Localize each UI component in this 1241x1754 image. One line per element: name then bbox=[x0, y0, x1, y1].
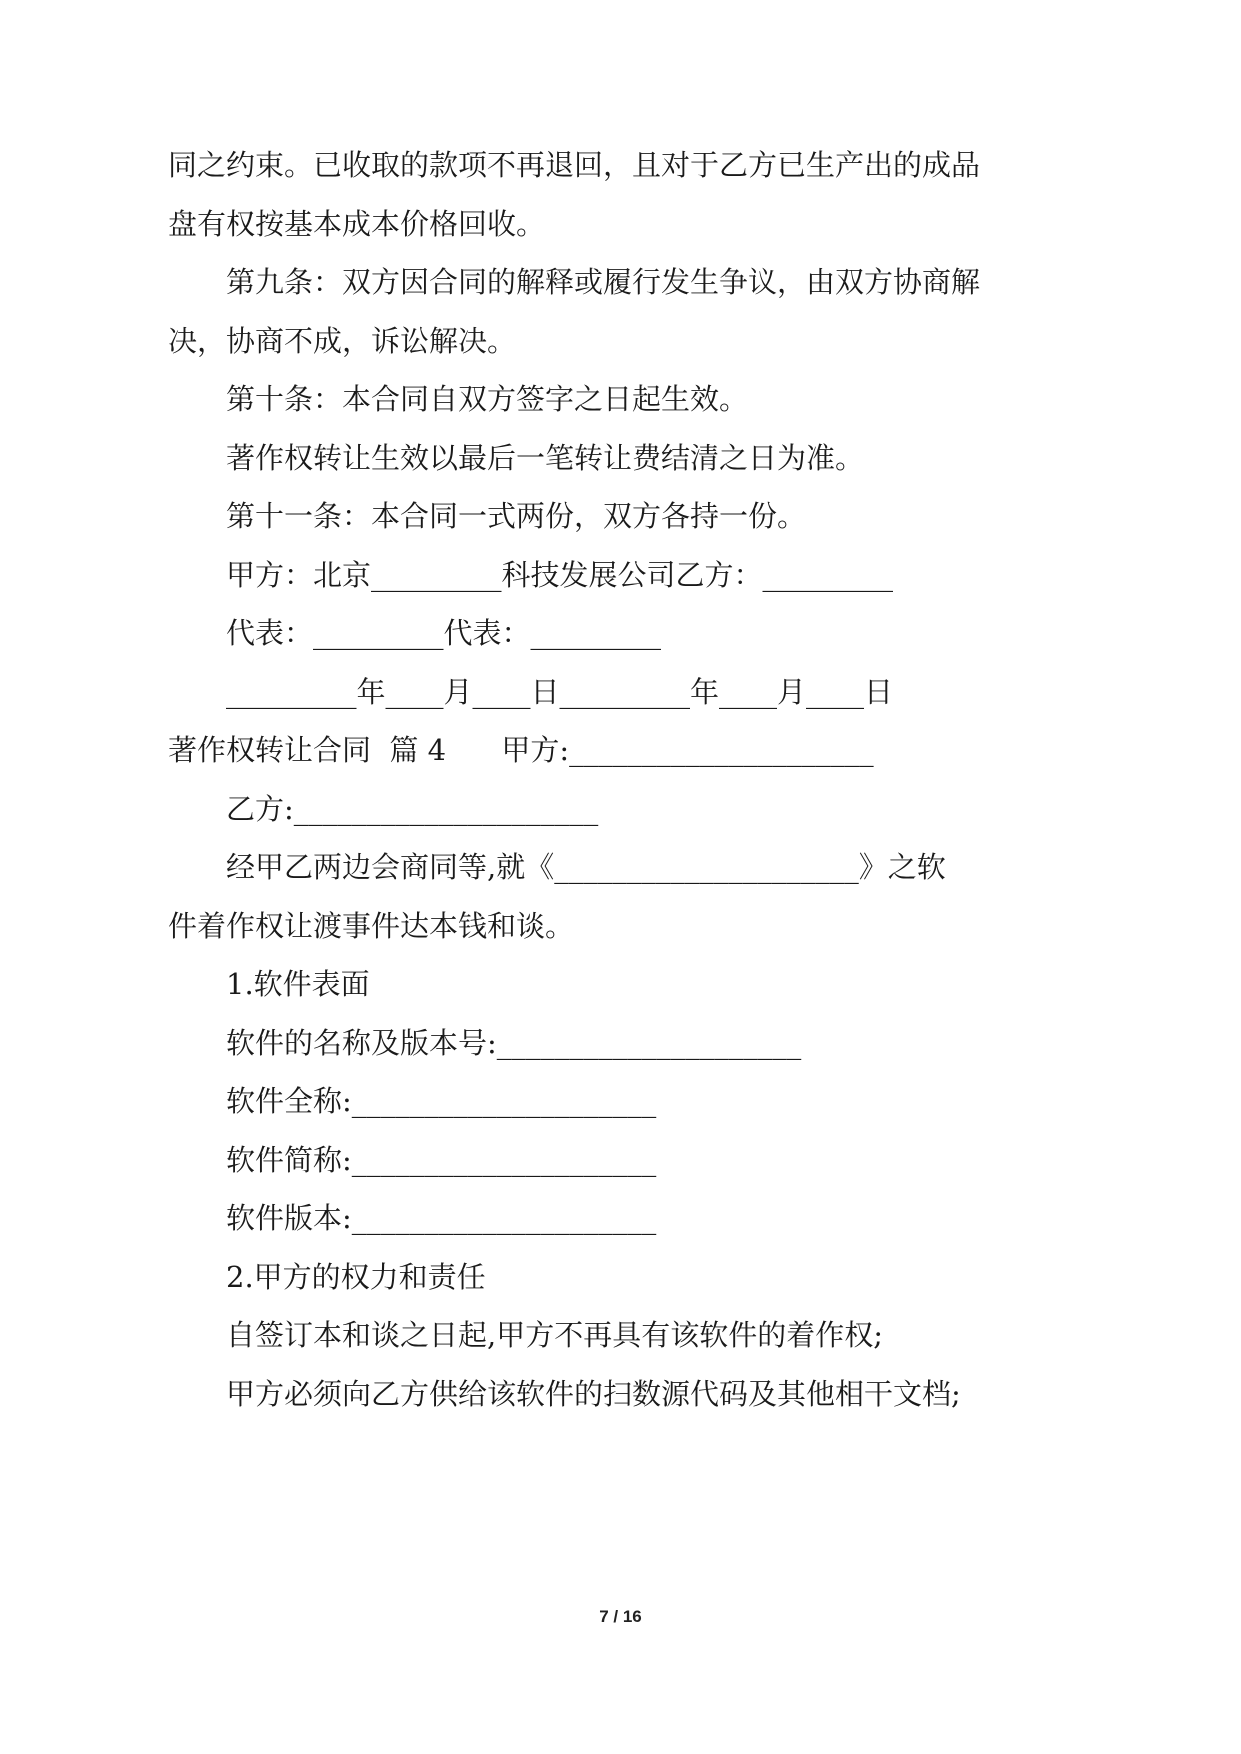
text-line: 决，协商不成，诉讼解决。 bbox=[168, 324, 517, 358]
section-heading: 著作权转让合同 篇 4 甲方:_____________________ bbox=[168, 733, 874, 767]
text-line: 2.甲方的权力和责任 bbox=[226, 1260, 486, 1294]
text-line: 第十条：本合同自双方签字之日起生效。 bbox=[226, 382, 749, 416]
text-line: 软件简称:_____________________ bbox=[226, 1143, 657, 1177]
text-line: 甲方必须向乙方供给该软件的扫数源代码及其他相干文档; bbox=[226, 1377, 961, 1411]
text-line: 软件版本:_____________________ bbox=[226, 1201, 657, 1235]
text-line: 软件的名称及版本号:_____________________ bbox=[226, 1026, 802, 1060]
signature-line: 甲方：北京_________科技发展公司乙方：_________ bbox=[226, 558, 894, 592]
text-line: 经甲乙两边会商同等,就《_____________________》之软 bbox=[226, 850, 946, 884]
text-line: 著作权转让生效以最后一笔转让费结清之日为准。 bbox=[226, 441, 865, 475]
text-line: 第九条：双方因合同的解释或履行发生争议，由双方协商解 bbox=[226, 265, 981, 299]
text-line: 自签订本和谈之日起,甲方不再具有该软件的着作权; bbox=[226, 1318, 883, 1352]
text-line: 乙方:_____________________ bbox=[226, 792, 599, 826]
text-line: 盘有权按基本成本价格回收。 bbox=[168, 207, 546, 241]
date-line: _________年____月____日_________年____月____日 bbox=[226, 675, 894, 709]
text-line: 同之约束。已收取的款项不再退回，且对于乙方已生产出的成品 bbox=[168, 148, 981, 182]
text-line: 软件全称:_____________________ bbox=[226, 1084, 657, 1118]
page-number: 7 / 16 bbox=[599, 1607, 642, 1626]
signature-line: 代表：_________代表：_________ bbox=[226, 616, 662, 650]
text-line: 1.软件表面 bbox=[226, 967, 370, 1001]
text-line: 第十一条：本合同一式两份，双方各持一份。 bbox=[226, 499, 807, 533]
text-line: 件着作权让渡事件达本钱和谈。 bbox=[168, 909, 575, 943]
